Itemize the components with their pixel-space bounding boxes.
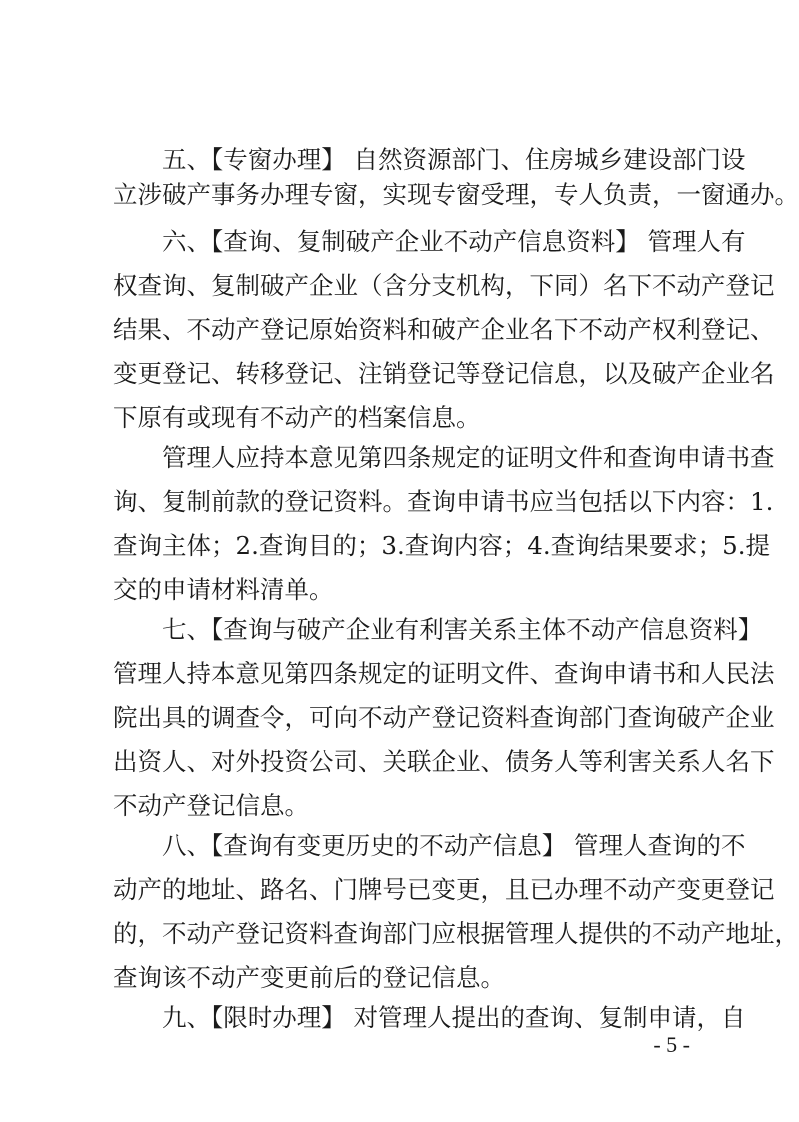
- paragraph-line: 管理人持本意见第四条规定的证明文件、查询申请书和人民法: [113, 659, 775, 688]
- paragraph-line: 查询该不动产变更前后的登记信息。: [113, 963, 505, 992]
- paragraph-line: 不动产登记信息。: [113, 791, 309, 820]
- paragraph-line: 管理人应持本意见第四条规定的证明文件和查询申请书查: [162, 443, 775, 472]
- paragraph-line: 权查询、复制破产企业（含分支机构，下同）名下不动产登记: [113, 271, 775, 300]
- paragraph-line: 六、【查询、复制破产企业不动产信息资料】 管理人有: [162, 227, 746, 256]
- paragraph-line: 结果、不动产登记原始资料和破产企业名下不动产权利登记、: [113, 315, 775, 344]
- paragraph-line: 出资人、对外投资公司、关联企业、债务人等利害关系人名下: [113, 747, 775, 776]
- paragraph-line: 七、【查询与破产企业有利害关系主体不动产信息资料】: [162, 615, 763, 644]
- paragraph-line: 交的申请材料清单。: [113, 575, 334, 604]
- paragraph-line: 询、复制前款的登记资料。查询申请书应当包括以下内容：1.: [113, 487, 774, 516]
- paragraph-line: 院出具的调查令，可向不动产登记资料查询部门查询破产企业: [113, 703, 775, 732]
- paragraph-line: 查询主体；2.查询目的；3.查询内容；4.查询结果要求；5.提: [113, 531, 770, 560]
- page-number: - 5 -: [653, 1032, 690, 1057]
- paragraph-line: 变更登记、转移登记、注销登记等登记信息，以及破产企业名: [113, 359, 775, 388]
- paragraph-line: 八、【查询有变更历史的不动产信息】 管理人查询的不: [162, 831, 746, 860]
- paragraph-line: 五、【专窗办理】 自然资源部门、住房城乡建设部门设: [162, 145, 746, 174]
- paragraph-line: 动产的地址、路名、门牌号已变更，且已办理不动产变更登记: [113, 875, 775, 904]
- paragraph-line: 九、【限时办理】 对管理人提出的查询、复制申请，自: [162, 1003, 746, 1032]
- paragraph-line: 立涉破产事务办理专窗，实现专窗受理，专人负责，一窗通办。: [113, 180, 799, 209]
- paragraph-line: 的，不动产登记资料查询部门应根据管理人提供的不动产地址，: [113, 919, 799, 948]
- paragraph-line: 下原有或现有不动产的档案信息。: [113, 403, 481, 432]
